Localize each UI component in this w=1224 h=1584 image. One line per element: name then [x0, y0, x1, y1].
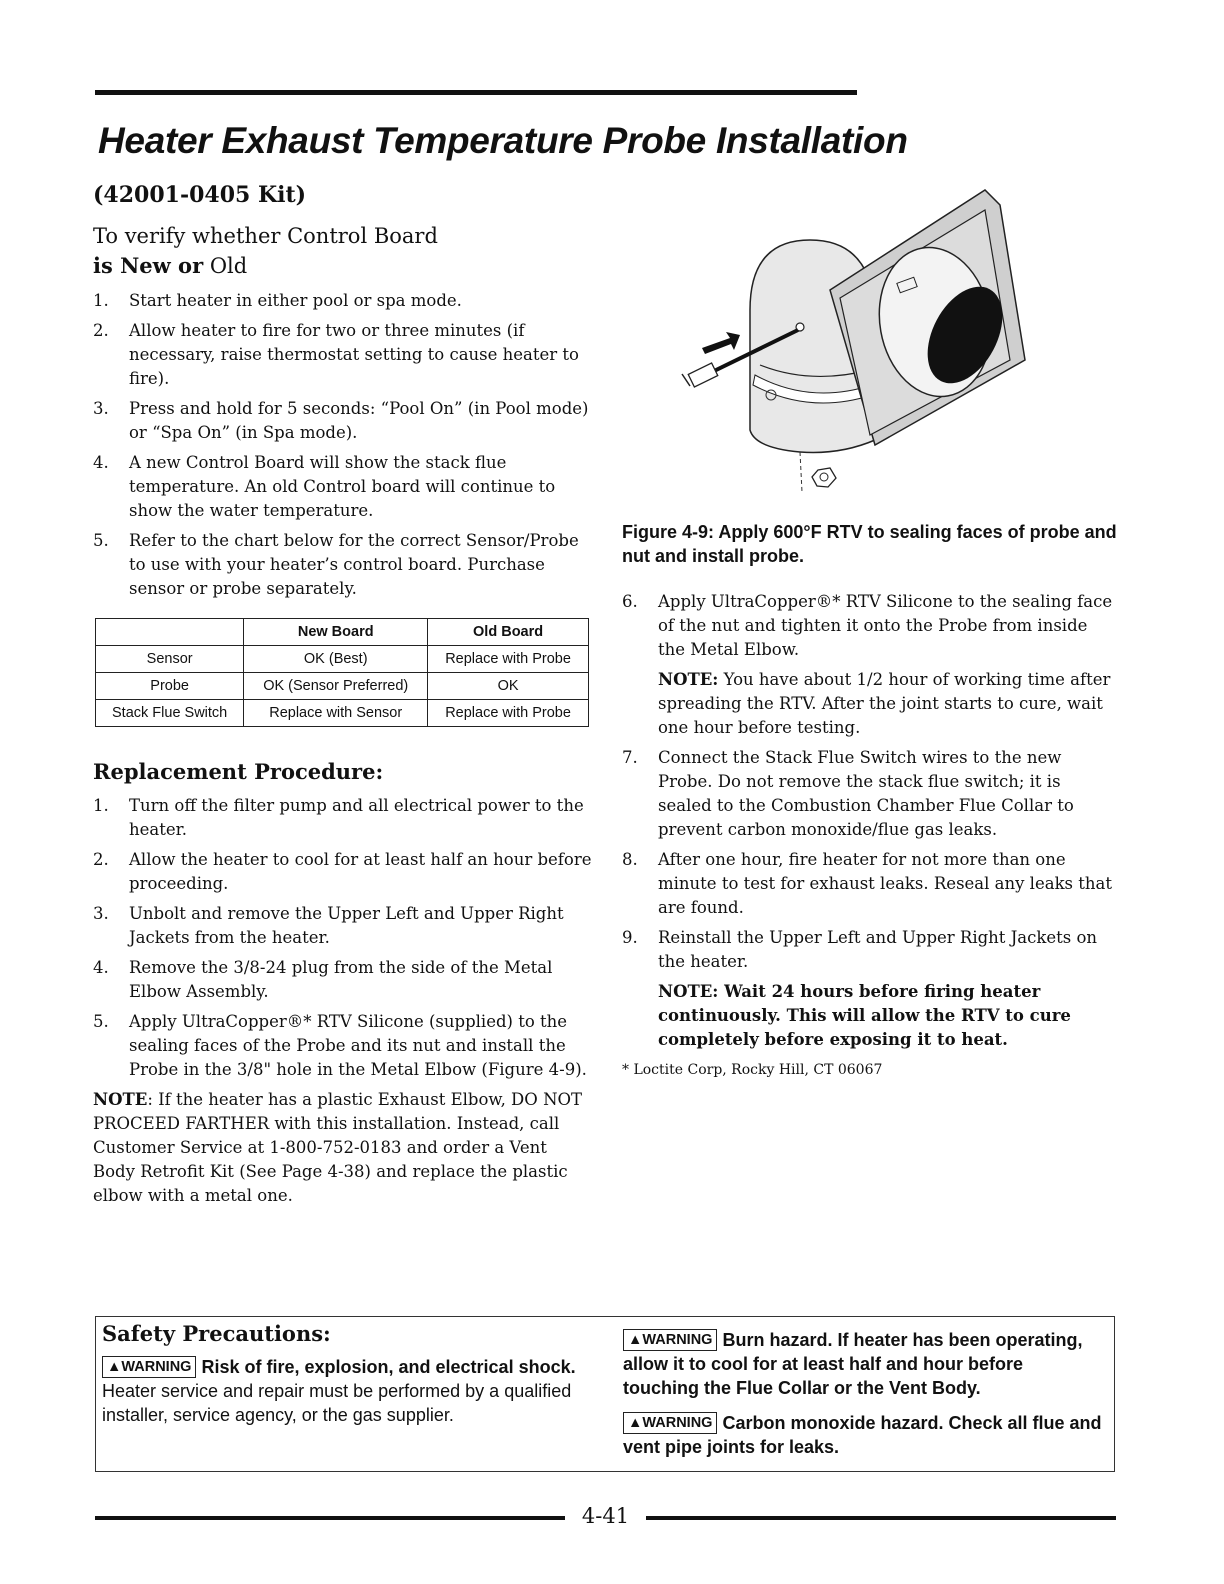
note-text: You have about 1/2 hour of working time after spreading the RTV. After the joint starts to cure, wait one hour before testing.: [658, 670, 1111, 737]
footer-rule-left: [95, 1516, 565, 1520]
step-number: 1.: [93, 796, 109, 815]
warning-fire-text: Heater service and repair must be performed by a qualified installer, service agency, or the gas supplier.: [102, 1381, 572, 1425]
step-number: 7.: [622, 748, 638, 767]
step-text: Refer to the chart below for the correct Sensor/Probe to use with your heater’s control board. Purchase sensor or probe separately.: [129, 531, 579, 598]
table-header-cell: [96, 619, 244, 646]
warning-badge: [623, 1329, 717, 1351]
kit-heading: (42001-0405 Kit): [93, 182, 307, 208]
step-text: Apply UltraCopper®* RTV Silicone to the sealing face of the nut and tighten it onto the Probe from inside the Metal Elbow.: [658, 592, 1113, 659]
figure-4-9: [660, 180, 1060, 500]
warning-co-text: Carbon monoxide hazard. Check all flue and vent pipe joints for leaks.: [623, 1413, 1102, 1457]
step-text: A new Control Board will show the stack flue temperature. An old Control board will continue to show the water temperature.: [129, 453, 556, 520]
step-number: 2.: [93, 850, 109, 869]
step-number: 4.: [93, 958, 109, 977]
step-number: 1.: [93, 291, 109, 310]
verify-heading-rest: Old: [209, 254, 248, 278]
warning-badge-label: WARNING: [642, 1415, 713, 1431]
list-item: [622, 590, 1117, 740]
warning-badge-label: WARNING: [121, 1359, 192, 1375]
warning-carbon-monoxide: [623, 1411, 1103, 1459]
list-item: [622, 848, 1117, 920]
warning-burn-text: Burn hazard. If heater has been operating, allow it to cool for at least half and hour before touching the Flue Collar or the Vent Body.: [623, 1330, 1083, 1398]
table-cell: Replace with Probe: [428, 700, 589, 727]
board-table: [95, 618, 589, 727]
verify-steps: [93, 289, 593, 601]
table-row: [96, 700, 589, 727]
safety-precautions-box: [95, 1316, 1115, 1472]
warning-fire-title: Risk of fire, explosion, and electrical shock.: [201, 1357, 576, 1377]
table-row: [96, 646, 589, 673]
step-text: After one hour, fire heater for not more than one minute to test for exhaust leaks. Reseal any leaks that are found.: [658, 850, 1112, 917]
left-column: [93, 182, 593, 1208]
replacement-heading: Replacement Procedure:: [93, 759, 384, 784]
table-cell: Probe: [96, 673, 244, 700]
footnote: * Loctite Corp, Rocky Hill, CT 06067: [622, 1062, 883, 1078]
cure-time-note: [658, 980, 1117, 1052]
list-item: [93, 902, 593, 950]
table-header-cell: New Board: [244, 619, 428, 646]
safety-title: Safety Precautions:: [102, 1321, 331, 1346]
step-text: Allow heater to fire for two or three minutes (if necessary, raise thermostat setting to cause heater to fire).: [129, 321, 579, 388]
list-item: [93, 319, 593, 391]
table-row: [96, 673, 589, 700]
warning-badge: [623, 1412, 717, 1434]
step-number: 3.: [93, 904, 109, 923]
step-number: 3.: [93, 399, 109, 418]
table-header-row: [96, 619, 589, 646]
step-number: 5.: [93, 531, 109, 550]
verify-heading: [93, 222, 593, 281]
list-item: [622, 926, 1117, 1052]
note-text: : If the heater has a plastic Exhaust Elbow, DO NOT PROCEED FARTHER with this installation. Instead, call Customer Service at 1-800-752-0183 and order a Vent Body Retrofit Kit (See Page 4-38) and replace the plastic elbow with a metal one.: [93, 1090, 583, 1205]
table-cell: Replace with Probe: [428, 646, 589, 673]
replacement-steps: [93, 794, 593, 1082]
top-rule: [95, 90, 857, 95]
step-text: Unbolt and remove the Upper Left and Upper Right Jackets from the heater.: [129, 904, 564, 947]
step-number: 4.: [93, 453, 109, 472]
footer-rule-right: [646, 1516, 1116, 1520]
warning-badge: [102, 1356, 196, 1378]
table-header-cell: Old Board: [428, 619, 589, 646]
warning-triangle-icon: ▲: [107, 1359, 122, 1375]
step-number: 2.: [93, 321, 109, 340]
table-cell: OK (Best): [244, 646, 428, 673]
page-title: Heater Exhaust Temperature Probe Installation: [98, 120, 908, 161]
right-column: [622, 520, 1117, 1078]
table-cell: OK: [428, 673, 589, 700]
table-cell: OK (Sensor Preferred): [244, 673, 428, 700]
step-number: 5.: [93, 1012, 109, 1031]
page-number: 4-41: [581, 1504, 630, 1528]
step-text: Reinstall the Upper Left and Upper Right Jackets on the heater.: [658, 928, 1098, 971]
step-number: 8.: [622, 850, 638, 869]
step-text: Turn off the filter pump and all electrical power to the heater.: [129, 796, 584, 839]
list-item: [93, 956, 593, 1004]
step-text: Press and hold for 5 seconds: “Pool On” (in Pool mode) or “Spa On” (in Spa mode).: [129, 399, 589, 442]
list-item: [93, 1010, 593, 1082]
list-item: [93, 451, 593, 523]
warning-burn: [623, 1328, 1103, 1400]
warning-badge-label: WARNING: [642, 1332, 713, 1348]
step-number: 9.: [622, 928, 638, 947]
step-text: Remove the 3/8-24 plug from the side of the Metal Elbow Assembly.: [129, 958, 553, 1001]
step-text: Connect the Stack Flue Switch wires to the new Probe. Do not remove the stack flue switch; it is sealed to the Combustion Chamber Flue Collar to prevent carbon monoxide/flue gas leaks.: [658, 748, 1074, 839]
step-text: Apply UltraCopper®* RTV Silicone (supplied) to the sealing faces of the Probe and its nut and install the Probe in the 3/8" hole in the Metal Elbow (Figure 4-9).: [129, 1012, 587, 1079]
warning-triangle-icon: ▲: [628, 1332, 643, 1348]
list-item: [93, 848, 593, 896]
figure-caption: Figure 4-9: Apply 600°F RTV to sealing faces of probe and nut and install probe.: [622, 522, 1117, 566]
step-text: Start heater in either pool or spa mode.: [129, 291, 462, 310]
list-item: [93, 289, 593, 313]
list-item: [622, 746, 1117, 842]
list-item: [93, 529, 593, 601]
warning-triangle-icon: ▲: [628, 1415, 643, 1431]
rtv-working-time-note: [658, 668, 1117, 740]
verify-heading-line1: To verify whether Control Board: [93, 224, 438, 248]
table-cell: Replace with Sensor: [244, 700, 428, 727]
warning-fire: [102, 1355, 587, 1427]
table-cell: Sensor: [96, 646, 244, 673]
right-steps: [622, 590, 1117, 1052]
list-item: [93, 397, 593, 445]
note-label: NOTE: [93, 1090, 148, 1109]
board-table-wrap: [95, 618, 593, 727]
list-item: [93, 794, 593, 842]
step-number: 6.: [622, 592, 638, 611]
step-text: Allow the heater to cool for at least half an hour before proceeding.: [129, 850, 592, 893]
probe-installation-illustration: [660, 180, 1060, 500]
plastic-elbow-note: [93, 1088, 593, 1208]
note-text: NOTE: Wait 24 hours before firing heater continuously. This will allow the RTV to cure completely before exposing it to heat.: [658, 982, 1071, 1049]
verify-heading-bold: is New or: [93, 253, 204, 278]
note-label: NOTE:: [658, 670, 719, 689]
table-cell: Stack Flue Switch: [96, 700, 244, 727]
